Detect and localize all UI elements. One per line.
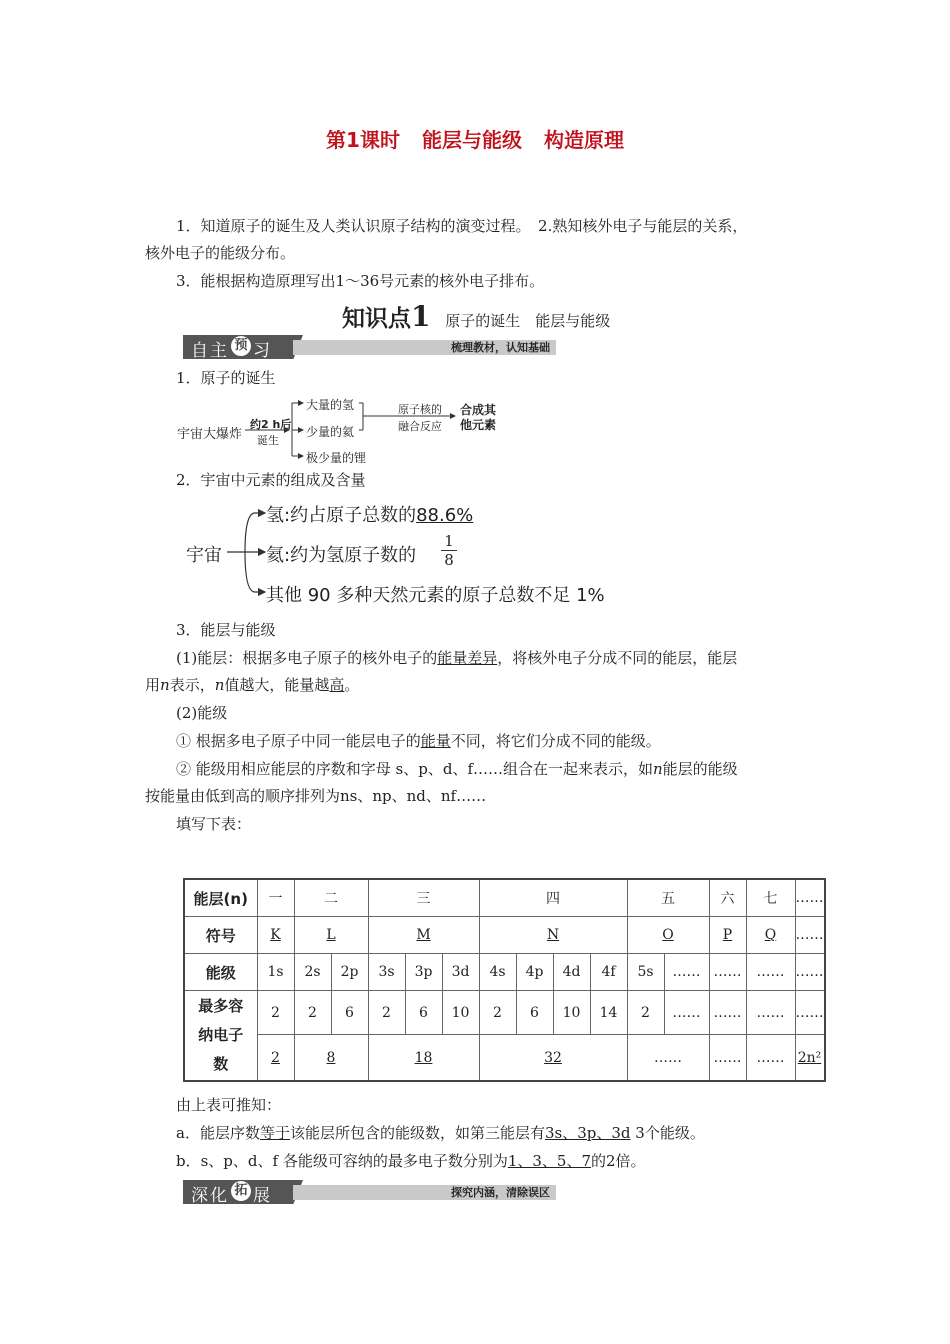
arrow-top-label: 约2 h后	[250, 418, 292, 431]
row-label-max	[184, 991, 257, 1082]
table-row-symbol	[184, 917, 825, 954]
row-label-layer: 能层(n)	[184, 879, 257, 917]
layer-max-cell: 2	[257, 1035, 294, 1082]
knowledge-point-number: 1	[411, 300, 431, 333]
section-bar-extend	[183, 1180, 556, 1204]
sub-max-cell: 2	[257, 991, 294, 1035]
bar-label-b: 习	[253, 341, 272, 361]
layer-cell: 四	[479, 879, 627, 917]
sub-max-cell: ……	[795, 991, 825, 1035]
hydrogen-content	[266, 501, 473, 527]
layer-max-cell: ……	[709, 1035, 746, 1082]
title-topic-1: 能层与能级	[421, 128, 522, 152]
sub-max-cell: 6	[516, 991, 553, 1035]
layer-cell: 一	[257, 879, 294, 917]
sublevel-cell: 4f	[590, 954, 627, 991]
row-label-max-a: 最多容	[198, 997, 244, 1015]
sub-max-cell: 2	[368, 991, 405, 1035]
bar-label-a: 深化	[191, 1186, 229, 1206]
fraction-denominator: 8	[444, 551, 454, 569]
origin-label: 宇宙大爆炸	[177, 427, 243, 442]
result-top-label: 合成其	[460, 403, 497, 417]
hydrogen-text: 氢:约占原子总数的	[266, 505, 417, 526]
row-label-max-b: 纳电子	[198, 1026, 244, 1044]
sublevel-heading: (2)能级	[176, 704, 228, 722]
sublevel-cell: ……	[795, 954, 825, 991]
result-bottom-label: 他元素	[460, 418, 497, 432]
bar-subtitle: 探究内涵，清除误区	[451, 1186, 550, 1199]
sub-max-cell: 6	[405, 991, 442, 1035]
symbol-cell: O	[627, 917, 709, 954]
layer-max-cell: ……	[746, 1035, 795, 1082]
symbol-cell: N	[479, 917, 627, 954]
fusion-bottom-label: 融合反应	[398, 420, 442, 433]
symbol-cell: P	[709, 917, 746, 954]
sublevel-def-2	[176, 759, 738, 779]
sublevel-def-3	[145, 786, 486, 806]
layer-def-text-a: (1)能层：根据多电子原子的核外电子的	[176, 649, 438, 667]
sublevel-cell: 2p	[331, 954, 368, 991]
bar-label	[191, 1181, 272, 1206]
sublevel-cell: ……	[746, 954, 795, 991]
table-row-sub-max	[184, 991, 825, 1035]
fusion-top-label: 原子核的	[398, 403, 442, 416]
sublevel-def-text-c: ② 能级用相应能层的序数和字母 s、p、d、f……组合在一起来表示，如	[176, 760, 653, 778]
arrow-bottom-label: 诞生	[257, 434, 279, 447]
energy-level-table	[183, 878, 826, 1082]
sub-max-cell: ……	[664, 991, 709, 1035]
conclusion-a-text-1: a．能层序数	[176, 1124, 260, 1142]
sub-max-cell: 14	[590, 991, 627, 1035]
sublevel-def-answer: 能量	[420, 732, 451, 750]
layer-max-cell: 18	[368, 1035, 479, 1082]
other-elements-content: 其他 90 多种天然元素的原子总数不足 1%	[266, 585, 605, 606]
lithium-label: 极少量的锂	[306, 451, 367, 465]
sublevel-cell: 4d	[553, 954, 590, 991]
section-1-heading: 1．原子的诞生	[176, 369, 276, 387]
sublevel-cell: 3d	[442, 954, 479, 991]
symbol-cell: M	[368, 917, 479, 954]
sub-max-cell: ……	[709, 991, 746, 1035]
layer-def-text-c: 用	[145, 676, 161, 694]
n-symbol: n	[160, 676, 170, 694]
page-title	[0, 124, 950, 153]
section-3-heading: 3．能层与能级	[176, 621, 276, 639]
sublevel-cell: ……	[664, 954, 709, 991]
row-label-sublevel: 能级	[184, 954, 257, 991]
sublevel-def-text-e: 按能量由低到高的顺序排列为	[145, 787, 341, 805]
conclusion-a-answer-2: 3s、3p、3d	[544, 1124, 631, 1142]
conclusion-b	[176, 1151, 646, 1171]
symbol-cell: K	[257, 917, 294, 954]
fraction	[441, 532, 457, 569]
section-2-heading: 2．宇宙中元素的组成及含量	[176, 471, 366, 489]
helium-content: 氦:约为氢原子数的	[266, 545, 417, 566]
bar-label-a: 自主	[191, 341, 229, 361]
conclusion-a-text-3: 3个能级。	[630, 1124, 705, 1142]
sublevel-cell: 3p	[405, 954, 442, 991]
conclusion-b-answer: 1、3、5、7	[507, 1152, 592, 1170]
sublevel-cell: 1s	[257, 954, 294, 991]
layer-cell: 二	[294, 879, 368, 917]
sub-max-cell: 2	[479, 991, 516, 1035]
sub-max-cell: 6	[331, 991, 368, 1035]
branch-hydrogen	[245, 513, 265, 552]
bar-label	[191, 336, 272, 361]
sub-max-cell: 10	[442, 991, 479, 1035]
goal-line-3: 3．能根据构造原理写出1～36号元素的核外电子排布。	[176, 272, 545, 290]
row-label-max-c: 数	[213, 1055, 229, 1073]
layer-def-line-1	[176, 648, 737, 668]
sublevel-def-text-a: ① 根据多电子原子中同一能层电子的	[176, 732, 421, 750]
helium-label: 少量的氦	[306, 425, 355, 439]
table-row-layer	[184, 879, 825, 917]
title-topic-2: 构造原理	[543, 128, 624, 152]
layer-max-cell: 32	[479, 1035, 627, 1082]
layer-def-answer-2: 高	[329, 676, 345, 694]
sublevel-def-text-d: 能层的能级	[662, 760, 738, 778]
sublevel-def-1	[176, 731, 661, 751]
layer-def-text-d: 表示，	[169, 676, 215, 694]
bar-circle-char: 预	[231, 336, 251, 356]
conclusion-a-text-2: 该能层所包含的能级数，如第三能层有	[289, 1124, 545, 1142]
symbol-cell: L	[294, 917, 368, 954]
goal-line-1: 1．知道原子的诞生及人类认识原子结构的演变过程。 2.熟知核外电子与能层的关系，	[176, 217, 748, 235]
sublevel-cell: 3s	[368, 954, 405, 991]
bar-subtitle: 梳理教材，认知基础	[451, 341, 550, 354]
bar-label-b: 展	[253, 1186, 272, 1206]
knowledge-point-topic: 原子的诞生 能层与能级	[445, 312, 611, 330]
symbol-cell: ……	[795, 917, 825, 954]
layer-def-line-2	[145, 675, 359, 695]
sublevel-cell: 5s	[627, 954, 664, 991]
knowledge-point-heading	[342, 300, 610, 333]
universe-label: 宇宙	[186, 545, 222, 566]
hydrogen-value: 88.6%	[416, 505, 474, 526]
layer-def-text-f: 。	[344, 676, 360, 694]
layer-def-text-e: 值越大，能量越	[224, 676, 330, 694]
layer-cell: 六	[709, 879, 746, 917]
conclusion-intro: 由上表可推知：	[176, 1096, 282, 1114]
sub-max-cell: ……	[746, 991, 795, 1035]
table-row-layer-max	[184, 1035, 825, 1082]
conclusion-a-answer-1: 等于	[259, 1124, 290, 1142]
sublevel-sequence: ns、np、nd、nf……	[340, 787, 487, 805]
bar-circle-char: 拓	[231, 1181, 251, 1201]
title-lesson: 第1课时	[326, 128, 400, 152]
sublevel-cell: 4p	[516, 954, 553, 991]
sub-max-cell: 10	[553, 991, 590, 1035]
layer-cell: 七	[746, 879, 795, 917]
goal-line-2: 核外电子的能级分布。	[145, 244, 296, 262]
fraction-numerator: 1	[441, 532, 457, 551]
n-symbol-3: n	[653, 760, 663, 778]
layer-cell: 五	[627, 879, 709, 917]
layer-max-cell: ……	[627, 1035, 709, 1082]
sublevel-cell: ……	[709, 954, 746, 991]
fill-table-prompt: 填写下表：	[176, 815, 252, 833]
layer-def-text-b: ，将核外电子分成不同的能层，能层	[497, 649, 738, 667]
knowledge-point-prefix: 知识点	[342, 305, 411, 332]
sub-max-cell: 2	[627, 991, 664, 1035]
table-row-sublevel	[184, 954, 825, 991]
conclusion-b-text-1: b．s、p、d、f 各能级可容纳的最多电子数分别为	[176, 1152, 508, 1170]
layer-cell: 三	[368, 879, 479, 917]
sublevel-def-text-b: 不同，将它们分成不同的能级。	[450, 732, 661, 750]
sublevel-cell: 2s	[294, 954, 331, 991]
sublevel-cell: 4s	[479, 954, 516, 991]
layer-def-answer: 能量差异	[437, 649, 498, 667]
n-symbol-2: n	[214, 676, 225, 694]
sub-max-cell: 2	[294, 991, 331, 1035]
hydrogen-label: 大量的氢	[306, 398, 355, 412]
conclusion-b-text-2: 的2倍。	[591, 1152, 646, 1170]
section-bar-preview	[183, 335, 556, 359]
layer-max-cell: 2n²	[795, 1035, 825, 1082]
row-label-symbol: 符号	[184, 917, 257, 954]
layer-max-cell: 8	[294, 1035, 368, 1082]
layer-cell: ……	[795, 879, 825, 917]
branch-other	[245, 552, 265, 592]
conclusion-a	[176, 1123, 705, 1143]
symbol-cell: Q	[746, 917, 795, 954]
